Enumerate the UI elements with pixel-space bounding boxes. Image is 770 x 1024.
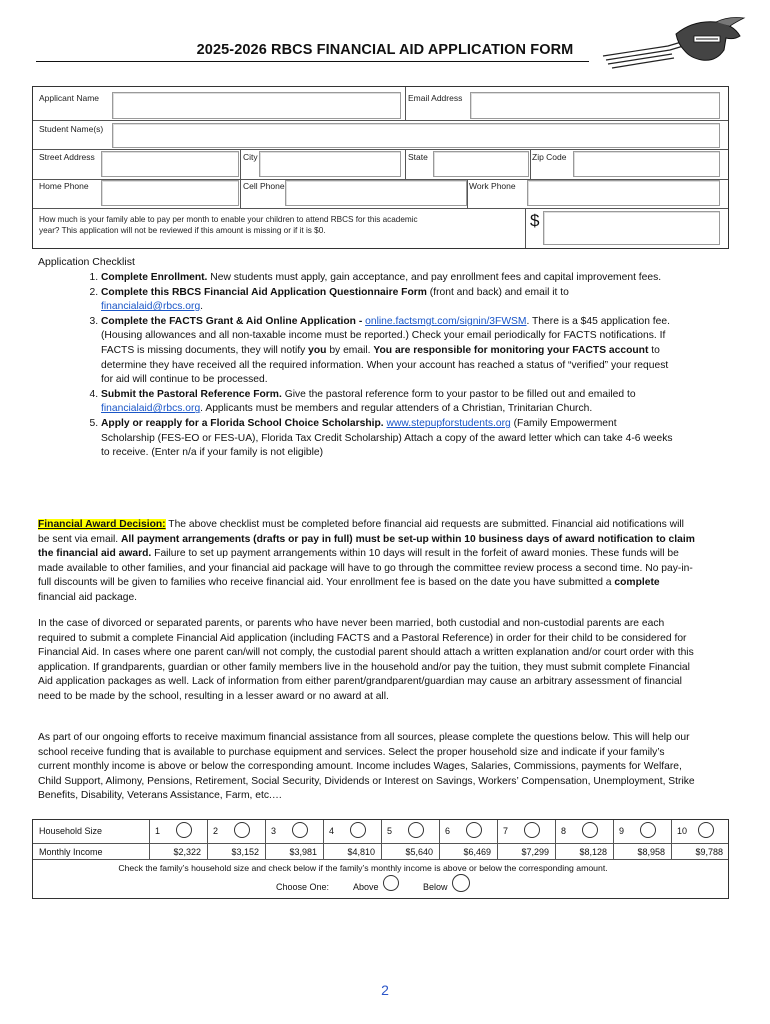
street-address-label: Street Address (39, 152, 95, 162)
email-link[interactable]: financialaid@rbcs.org (101, 403, 201, 415)
email-link[interactable]: financialaid@rbcs.org (101, 301, 201, 313)
work-phone-field[interactable] (527, 180, 720, 206)
monthly-income-value: $8,958 (637, 847, 665, 857)
household-size-radio[interactable] (234, 822, 250, 838)
household-size-value: 5 (387, 826, 393, 836)
checklist (88, 271, 673, 461)
checklist-item: 2. Complete this RBCS Financial Aid Application Questionnaire Form (front and back) and email it to financialaid@rbcs.org. (101, 286, 673, 315)
household-size-radio[interactable] (408, 822, 424, 838)
page-number: 2 (381, 982, 389, 998)
street-address-field[interactable] (101, 151, 239, 177)
table-instruction: Check the family’s household size and check below if the family’s monthly income is above or below the corresponding amount. (118, 863, 608, 873)
cell-phone-label: Cell Phone (243, 181, 285, 191)
cell-phone-field[interactable] (285, 180, 467, 206)
household-size-label: Household Size (39, 826, 103, 836)
divider (33, 859, 728, 860)
email-address-field[interactable] (470, 92, 720, 119)
student-names-label: Student Name(s) (39, 124, 104, 134)
household-size-value: 2 (213, 826, 219, 836)
checklist-item: 4. Submit the Pastoral Reference Form. Give the pastoral reference form to your pastor to be filled out and emailed to financialaid@rbcs.org. Applicants must be members and regular attenders of a Christian, Trinitarian Church. (101, 388, 673, 417)
financial-award-decision: Financial Award Decision: The above checklist must be completed before financial aid requests are submitted. Financial aid notifications will be sent via email. All payment arrangements (drafts or pay in full) must be set-up within 10 business days of award notification to claim the financial aid award. Failure to set up payment arrangements within 10 days will result in the forfeit of award monies. These funds will be made available to other families, and your financial aid package will have to go through the committee review process a second time. No pay-in-full discounts will be given to families who receive financial aid. Your enrollment fee is based on the date you have submitted a complete financial aid package. (38, 519, 695, 603)
household-size-radio[interactable] (524, 822, 540, 838)
monthly-income-value: $4,810 (347, 847, 375, 857)
email-address-label: Email Address (408, 93, 463, 103)
household-size-radio[interactable] (640, 822, 656, 838)
home-phone-field[interactable] (101, 180, 239, 206)
household-income-table (32, 819, 729, 899)
knight-logo (598, 14, 748, 84)
monthly-income-value: $3,152 (231, 847, 259, 857)
home-phone-label: Home Phone (39, 181, 89, 191)
zip-code-field[interactable] (573, 151, 720, 177)
above-radio[interactable] (383, 875, 399, 891)
city-label: City (243, 152, 258, 162)
work-phone-label: Work Phone (469, 181, 516, 191)
city-field[interactable] (259, 151, 401, 177)
divider (405, 149, 406, 179)
monthly-income-value: $7,299 (521, 847, 549, 857)
zip-code-label: Zip Code (532, 152, 567, 162)
household-size-value: 4 (329, 826, 335, 836)
monthly-income-value: $9,788 (695, 847, 723, 857)
applicant-name-field[interactable] (112, 92, 401, 119)
household-size-radio[interactable] (350, 822, 366, 838)
divider (33, 208, 728, 209)
facts-link[interactable]: online.factsmgt.com/signin/3FWSM (365, 315, 527, 327)
divider (525, 208, 526, 248)
student-names-field[interactable] (112, 123, 720, 148)
household-size-value: 6 (445, 826, 451, 836)
above-label: Above (353, 882, 379, 892)
title-underline (36, 61, 589, 62)
household-size-value: 7 (503, 826, 509, 836)
household-size-radio[interactable] (292, 822, 308, 838)
divider (240, 179, 241, 208)
monthly-payment-field[interactable] (543, 211, 720, 245)
divider (240, 149, 241, 179)
checklist-item: 3. Complete the FACTS Grant & Aid Online Application - online.factsmgt.com/signin/3FWSM. There is a $45 application fee. (Housing allowances and all non-taxable income must be reported.) Check your email periodically for FACTS notifications. If FACTS is missing documents, they will notify you by email. You are responsible for monitoring your FACTS account to determine they have received all the required information. When your account has reached a status of “verified” your request for aid will continue to be processed. (101, 315, 673, 388)
page-title: 2025-2026 RBCS FINANCIAL AID APPLICATION FORM (196, 42, 574, 58)
below-label: Below (423, 882, 448, 892)
monthly-income-value: $3,981 (289, 847, 317, 857)
checklist-item: 1. Complete Enrollment. New students must apply, gain acceptance, and pay enrollment fees and capital improvement fees. (101, 271, 673, 286)
household-size-value: 10 (677, 826, 688, 836)
monthly-income-value: $5,640 (405, 847, 433, 857)
monthly-income-value: $8,128 (579, 847, 607, 857)
divider (33, 149, 728, 150)
household-size-radio[interactable] (698, 822, 714, 838)
applicant-name-label: Applicant Name (39, 93, 100, 103)
household-size-radio[interactable] (176, 822, 192, 838)
below-radio[interactable] (452, 874, 470, 892)
household-size-value: 8 (561, 826, 567, 836)
stepup-link[interactable]: www.stepupforstudents.org (386, 417, 511, 429)
checklist-heading: Application Checklist (38, 256, 135, 268)
divider (530, 149, 531, 179)
divider (405, 87, 406, 120)
household-size-value: 3 (271, 826, 277, 836)
household-size-value: 9 (619, 826, 625, 836)
household-size-value: 1 (155, 826, 161, 836)
divorced-parents-paragraph: In the case of divorced or separated parents, or parents who have never been married, both custodial and non-custodial parents are each required to submit a complete Financial Aid application (including FACTS and a Pastoral Reference) in order for their child to be considered for Financial Aid. In cases where one parent can/will not comply, the custodial parent should attach a written explanation and/or court order with this application. If grandparents, guardian or other family members live in the household and/or pay the tuition, they must submit complete Financial Aid application packages as well. Lack of information from either parent/grandparent/guardian may cause an arbitrary assessment of financial need to be made by the school, resulting in a lesser award or no award at all. (38, 618, 694, 702)
choose-one-label: Choose One: (276, 882, 330, 892)
household-size-radio[interactable] (582, 822, 598, 838)
monthly-income-value: $6,469 (463, 847, 491, 857)
state-label: State (408, 152, 428, 162)
divider (467, 179, 468, 208)
monthly-payment-question: How much is your family able to pay per month to enable your children to attend RBCS for this academic year? This application will not be reviewed if this amount is missing or if it is $0. (39, 215, 418, 235)
household-size-radio[interactable] (466, 822, 482, 838)
state-field[interactable] (433, 151, 529, 177)
funding-efforts-paragraph: As part of our ongoing efforts to receive maximum financial assistance from all sources, please complete the questions below. This will help our school receive funding that is available to purchase equipment and services. Select the proper household size and indicate if your family’s current monthly income is above or below the corresponding amount. Income includes Wages, Salaries, Commissions, payments for Welfare, Child Support, Alimony, Pensions, Retirement, Social Security, Dividends or Interest on Savings, Workers’ Compensation, Unemployment, Strike Benefits, Disability, Veterans Assistance, Farm, etc.… (38, 732, 695, 802)
applicant-info-form (32, 86, 729, 249)
divider (33, 120, 728, 121)
monthly-income-value: $2,322 (173, 847, 201, 857)
dollar-sign: $ (530, 211, 540, 230)
monthly-income-label: Monthly Income (39, 847, 103, 857)
checklist-item: 5. Apply or reapply for a Florida School Choice Scholarship. www.stepupforstudents.org (Family Empowerment Scholarship (FES-EO or FES-UA), Florida Tax Credit Scholarship) Attach a copy of the award letter which can take 4-6 weeks to receive. (Enter n/a if your family is not eligible) (101, 417, 673, 461)
